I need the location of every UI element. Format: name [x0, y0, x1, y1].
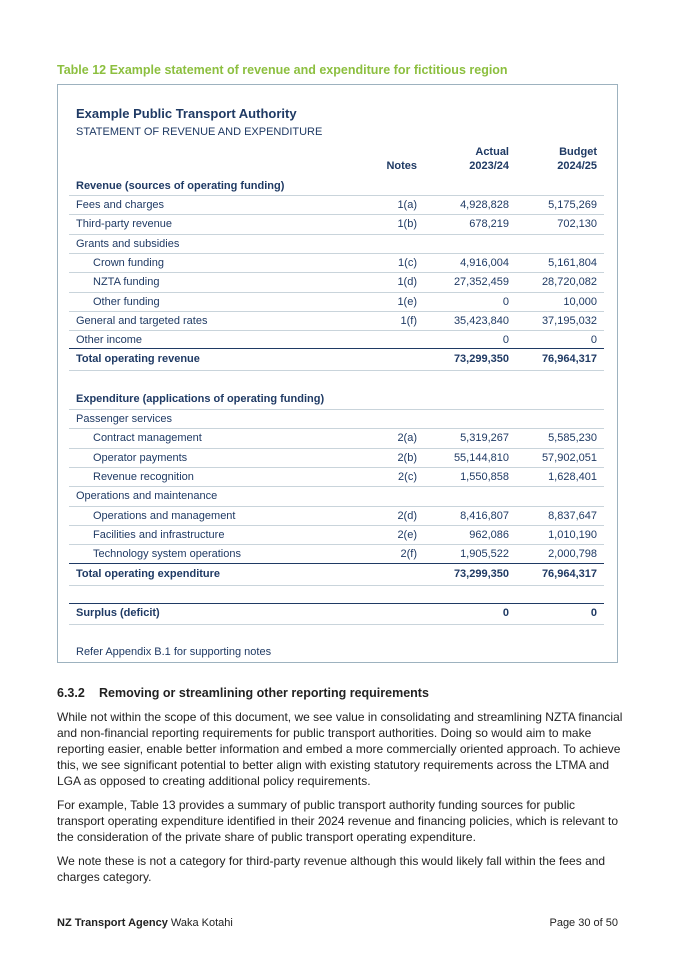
- budget-year-header: 2024/25: [557, 160, 597, 172]
- total-revenue-label: Total operating revenue: [76, 353, 200, 365]
- row-budget: 10,000: [563, 295, 597, 308]
- row-actual: 55,144,810: [453, 451, 509, 464]
- divider: [69, 448, 604, 449]
- total-revenue-actual: 73,299,350: [453, 353, 509, 365]
- row-note: 1(f): [400, 314, 417, 327]
- row-label: Technology system operations: [93, 548, 241, 561]
- row-note: 2(f): [400, 548, 417, 561]
- row-note: 2(e): [397, 528, 417, 541]
- divider: [69, 428, 604, 429]
- row-budget: 37,195,032: [541, 314, 597, 327]
- table-caption: Table 12 Example statement of revenue and expenditure for fictitious region: [57, 63, 508, 77]
- row-label: Passenger services: [76, 413, 172, 425]
- divider: [69, 234, 604, 235]
- divider: [69, 486, 604, 487]
- row-label: Revenue recognition: [93, 470, 194, 483]
- row-label: Contract management: [93, 432, 202, 445]
- row-budget: 1,010,190: [548, 528, 597, 541]
- expenditure-heading-text: Expenditure (applications of operating funding): [76, 393, 325, 405]
- row-budget: 5,175,269: [548, 199, 597, 211]
- row-actual: 8,416,807: [460, 509, 509, 522]
- budget-header: Budget: [559, 146, 597, 158]
- actual-year-header: 2023/24: [469, 160, 509, 172]
- row-actual: 4,916,004: [460, 256, 509, 269]
- section-title: Removing or streamlining other reporting requirements: [99, 686, 429, 700]
- section-heading: [57, 686, 429, 700]
- row-label: Grants and subsidies: [76, 237, 180, 250]
- row-actual: 1,905,522: [460, 548, 509, 561]
- row-label: Operator payments: [93, 451, 188, 464]
- row-actual: 0: [502, 334, 509, 347]
- divider: [69, 311, 604, 312]
- row-actual: 27,352,459: [453, 276, 509, 289]
- row-actual: 5,319,267: [460, 432, 509, 445]
- section-number: 6.3.2: [57, 686, 85, 700]
- divider: [69, 585, 604, 586]
- row-label: Crown funding: [93, 256, 164, 269]
- divider: [69, 525, 604, 526]
- row-actual: 962,086: [469, 528, 509, 541]
- page-number: Page 30 of 50: [549, 917, 618, 929]
- divider: [69, 409, 604, 410]
- actual-header: Actual: [475, 146, 509, 158]
- divider: [69, 292, 604, 293]
- total-expenditure-actual: 73,299,350: [453, 568, 509, 580]
- total-expenditure-label: Total operating expenditure: [76, 568, 221, 580]
- total-expenditure-budget: 76,964,317: [541, 568, 597, 580]
- row-budget: 57,902,051: [541, 451, 597, 464]
- row-label: Other income: [76, 334, 143, 347]
- organization-title: Example Public Transport Authority: [76, 106, 297, 121]
- row-budget: 2,000,798: [548, 548, 597, 561]
- statement-title: STATEMENT OF REVENUE AND EXPENDITURE: [76, 126, 323, 138]
- divider: [69, 253, 604, 254]
- row-note: 2(a): [397, 432, 417, 445]
- row-budget: 5,585,230: [548, 432, 597, 445]
- row-actual: 678,219: [469, 218, 509, 231]
- row-budget: 702,130: [557, 218, 597, 231]
- divider: [69, 603, 604, 604]
- row-actual: 1,550,858: [460, 470, 509, 483]
- row-note: 1(d): [397, 276, 417, 289]
- row-note: 1(a): [397, 199, 417, 211]
- row-actual: 0: [502, 295, 509, 308]
- row-label: Operations and management: [93, 509, 236, 522]
- row-label: Third-party revenue: [76, 218, 172, 231]
- divider: [69, 563, 604, 564]
- paragraph: We note these is not a category for third-party revenue although this would likely fall within the fees and charges category.: [57, 854, 606, 884]
- notes-header: Notes: [386, 160, 417, 172]
- row-note: 2(d): [397, 509, 417, 522]
- footer-org-bold: NZ Transport Agency: [57, 917, 168, 929]
- paragraph: While not within the scope of this document, we see value in consolidating and streamlining NZTA financial and non-financial reporting requirements for public transport authorities. Doing so would aim to make reporting easier, enable better information and embed a more commercially oriented approach. To achieve this, we see significant potential to better align with existing statutory requirements across the LTMA and LGA as opposed to creating additional policy requirements.: [57, 710, 623, 788]
- row-label: NZTA funding: [93, 276, 160, 289]
- divider: [69, 544, 604, 545]
- total-revenue-budget: 76,964,317: [541, 353, 597, 365]
- revenue-heading-text: Revenue (sources of operating funding): [76, 180, 285, 192]
- footer-organization: [57, 917, 233, 929]
- row-budget: 8,837,647: [548, 509, 597, 522]
- row-budget: 5,161,804: [548, 256, 597, 269]
- appendix-reference: Refer Appendix B.1 for supporting notes: [76, 646, 272, 658]
- surplus-label: Surplus (deficit): [76, 607, 160, 619]
- row-label: Operations and maintenance: [76, 490, 218, 503]
- divider: [69, 272, 604, 273]
- divider: [69, 370, 604, 371]
- row-note: 1(c): [398, 256, 417, 269]
- paragraph: For example, Table 13 provides a summary of public transport authority funding sources for public transport operating expenditure identified in their 2024 revenue and financing policies, which is relevant to the consideration of the private share of public transport operating expenditure.: [57, 798, 619, 844]
- row-budget: 1,628,401: [548, 470, 597, 483]
- divider: [69, 214, 604, 215]
- surplus-actual: 0: [502, 607, 509, 619]
- divider: [69, 467, 604, 468]
- row-label: Facilities and infrastructure: [93, 528, 225, 541]
- divider: [69, 195, 604, 196]
- row-label: General and targeted rates: [76, 314, 208, 327]
- row-actual: 4,928,828: [460, 199, 509, 211]
- row-label: Fees and charges: [76, 199, 165, 211]
- row-note: 1(b): [397, 218, 417, 231]
- divider: [69, 506, 604, 507]
- surplus-budget: 0: [590, 607, 597, 619]
- row-note: 1(e): [397, 295, 417, 308]
- divider: [69, 624, 604, 625]
- row-label: Other funding: [93, 295, 160, 308]
- footer-org-rest: Waka Kotahi: [170, 917, 233, 929]
- row-budget: 28,720,082: [541, 276, 597, 289]
- row-note: 2(c): [398, 470, 417, 483]
- row-note: 2(b): [397, 451, 417, 464]
- divider: [69, 348, 604, 349]
- row-actual: 35,423,840: [453, 314, 509, 327]
- row-budget: 0: [590, 334, 597, 347]
- divider: [69, 330, 604, 331]
